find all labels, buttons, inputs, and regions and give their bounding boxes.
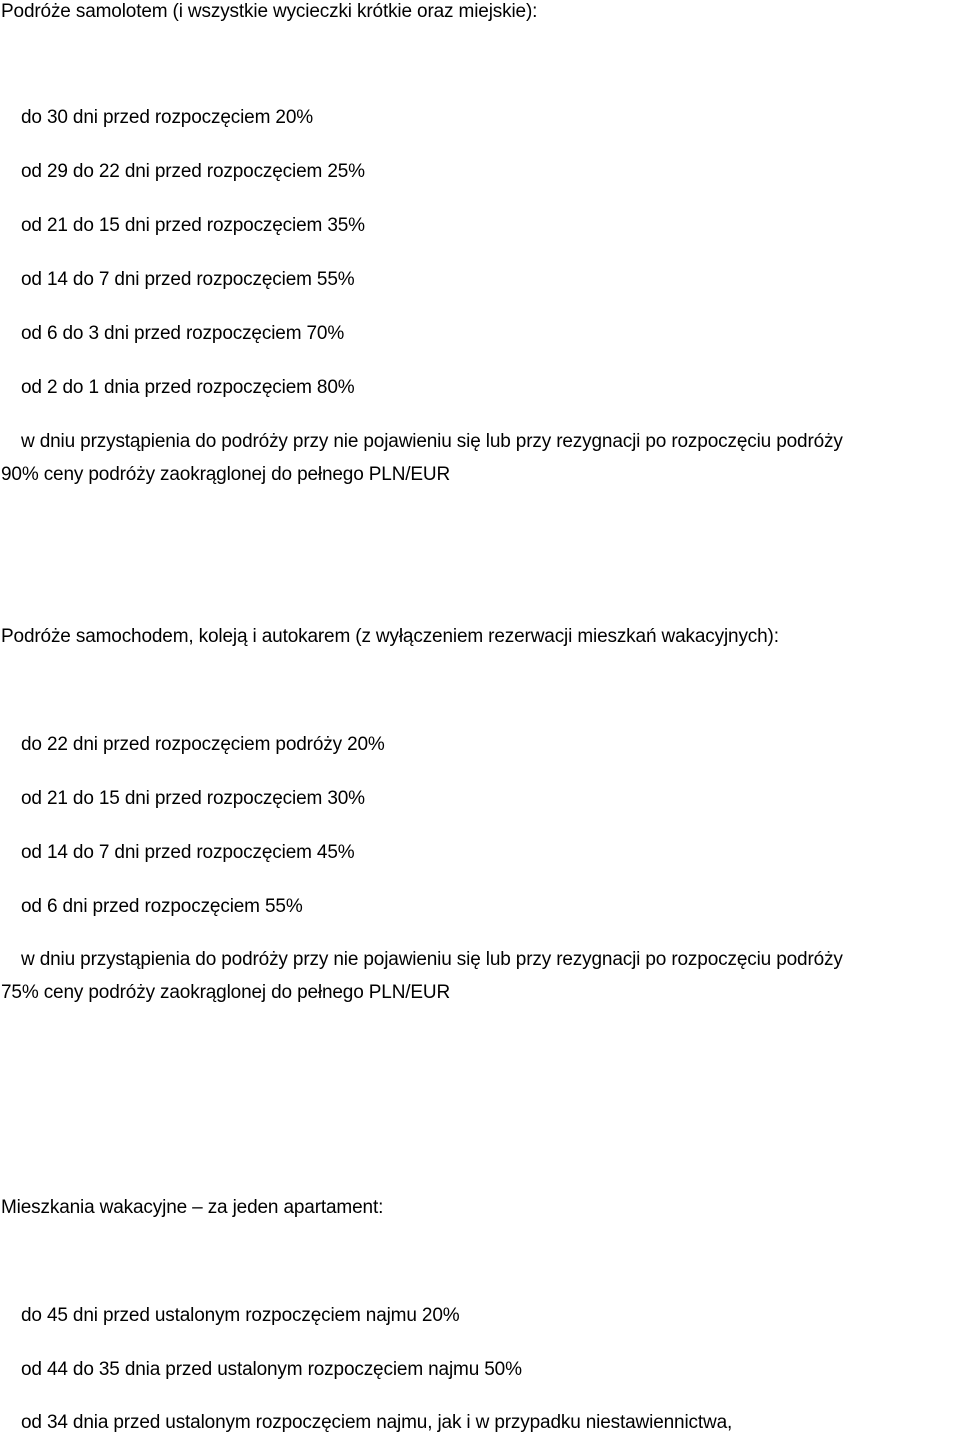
list-item: od 34 dnia przed ustalonym rozpoczęciem najmu, jak i w przypadku niestawiennictwa, <box>21 1412 733 1433</box>
list-item: od 44 do 35 dnia przed ustalonym rozpoczęciem najmu 50% <box>21 1359 522 1380</box>
list-item: do 22 dni przed rozpoczęciem podróży 20% <box>21 734 385 755</box>
list-item: od 6 do 3 dni przed rozpoczęciem 70% <box>21 323 345 344</box>
list-item: od 14 do 7 dni przed rozpoczęciem 45% <box>21 842 355 863</box>
list-item: do 30 dni przed rozpoczęciem 20% <box>21 107 313 128</box>
section-heading-air-travel: Podróże samolotem (i wszystkie wycieczki krótkie oraz miejskie): <box>1 1 538 22</box>
no-show-clause-line1: w dniu przystąpienia do podróży przy nie pojawieniu się lub przy rezygnacji po rozpoczęciu podróży <box>21 949 843 970</box>
section-heading-holiday-apartments: Mieszkania wakacyjne – za jeden apartament: <box>1 1197 384 1218</box>
list-item: od 29 do 22 dni przed rozpoczęciem 25% <box>21 161 365 182</box>
list-item: od 21 do 15 dni przed rozpoczęciem 35% <box>21 215 365 236</box>
no-show-clause-line2: 90% ceny podróży zaokrąglonej do pełnego PLN/EUR <box>1 464 451 485</box>
list-item: od 14 do 7 dni przed rozpoczęciem 55% <box>21 269 355 290</box>
list-item: od 6 dni przed rozpoczęciem 55% <box>21 896 303 917</box>
no-show-clause-line1: w dniu przystąpienia do podróży przy nie pojawieniu się lub przy rezygnacji po rozpoczęciu podróży <box>21 431 843 452</box>
list-item: od 21 do 15 dni przed rozpoczęciem 30% <box>21 788 365 809</box>
section-heading-ground-travel: Podróże samochodem, koleją i autokarem (z wyłączeniem rezerwacji mieszkań wakacyjnych): <box>1 626 779 647</box>
list-item: do 45 dni przed ustalonym rozpoczęciem najmu 20% <box>21 1305 460 1326</box>
no-show-clause-line2: 75% ceny podróży zaokrąglonej do pełnego PLN/EUR <box>1 982 451 1003</box>
list-item: od 2 do 1 dnia przed rozpoczęciem 80% <box>21 377 355 398</box>
